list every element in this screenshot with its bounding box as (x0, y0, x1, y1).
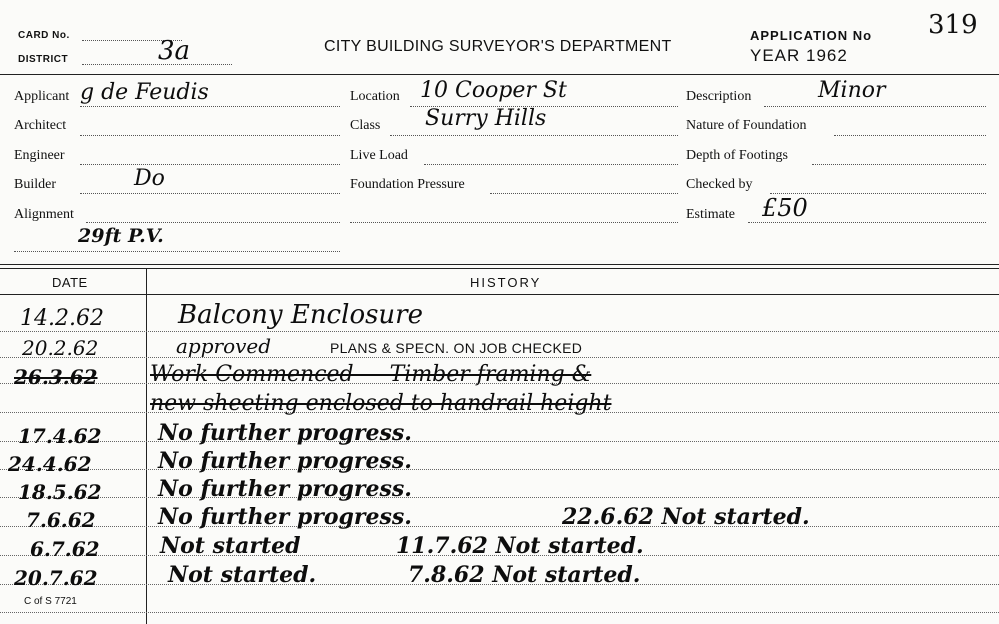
builder-label: Builder (14, 177, 56, 192)
builder-value: Do (134, 166, 165, 191)
header-row-border (0, 294, 999, 295)
history-date: 7.6.62 (26, 508, 96, 532)
history-entry: approved (176, 334, 272, 358)
history-entry: No further progress. (158, 504, 412, 530)
foundation-pressure-line (490, 193, 678, 194)
form-code: C of S 7721 (24, 596, 77, 607)
description-line (764, 106, 986, 107)
live-load-line (424, 164, 678, 165)
history-date: 17.4.62 (18, 424, 102, 448)
history-date: 18.5.62 (18, 480, 102, 504)
class-value: Surry Hills (425, 106, 547, 131)
history-entry-extra: 11.7.62 Not started. (396, 533, 644, 559)
engineer-label: Engineer (14, 148, 65, 163)
history-column-header: HISTORY (470, 275, 542, 290)
date-column-header: DATE (52, 275, 88, 290)
nature-line (834, 135, 986, 136)
checked-by-label: Checked by (686, 177, 753, 192)
department-title: CITY BUILDING SURVEYOR'S DEPARTMENT (324, 38, 672, 55)
application-number: 319 (928, 10, 978, 40)
history-entry: No further progress. (158, 448, 412, 474)
ruled-line (0, 612, 999, 613)
location-label: Location (350, 89, 400, 104)
history-entry: Balcony Enclosure (178, 300, 423, 330)
nature-of-foundation-label: Nature of Foundation (686, 118, 807, 133)
history-date: 26.3.62 (14, 365, 98, 389)
card-no-label: CARD No. (18, 30, 70, 41)
architect-label: Architect (14, 118, 67, 133)
foundation-pressure-label: Foundation Pressure (350, 177, 465, 192)
builder-line (80, 193, 340, 194)
description-value: Minor (818, 78, 886, 103)
class-line (390, 135, 678, 136)
year-label: YEAR 1962 (750, 46, 848, 65)
ruled-line (0, 526, 999, 527)
live-load-label: Live Load (350, 148, 408, 163)
history-entry: No further progress. (158, 476, 412, 502)
history-entry: new sheeting enclosed to handrail height (150, 391, 612, 416)
blank-line-col2 (350, 222, 678, 223)
history-date: 14.2.62 (20, 306, 104, 331)
ruled-line (0, 441, 999, 442)
class-label: Class (350, 118, 381, 133)
applicant-line (80, 106, 340, 107)
depth-of-footings-label: Depth of Footings (686, 148, 788, 163)
history-entry: Not started (160, 533, 301, 559)
ruled-line (0, 357, 999, 358)
ruled-line (0, 497, 999, 498)
architect-line (80, 135, 340, 136)
applicant-value: g de Feudis (80, 80, 209, 105)
history-entry-extra: 22.6.62 Not started. (562, 504, 810, 530)
history-entry-extra: 7.8.62 Not started. (408, 562, 641, 588)
engineer-line (80, 164, 340, 165)
district-label: DISTRICT (18, 54, 69, 65)
checked-stamp: PLANS & SPECN. ON JOB CHECKED (330, 340, 583, 356)
application-no-label: APPLICATION No (750, 28, 873, 43)
alignment-value: 29ft P.V. (78, 225, 164, 247)
estimate-line (748, 222, 986, 223)
ruled-line (0, 469, 999, 470)
history-entry: No further progress. (158, 420, 412, 446)
history-top-border-2 (0, 268, 999, 269)
history-top-border (0, 264, 999, 265)
history-date: 6.7.62 (30, 537, 100, 561)
history-date: 20.7.62 (14, 566, 98, 590)
district-value: 3a (158, 36, 191, 66)
location-value: 10 Cooper St (420, 78, 567, 103)
history-entry: Not started. (168, 562, 317, 588)
estimate-value: £50 (762, 194, 808, 222)
header-divider (0, 74, 999, 75)
alignment-line (86, 222, 340, 223)
location-line (410, 106, 678, 107)
alignment-line-2 (14, 251, 340, 252)
description-label: Description (686, 89, 752, 104)
date-column-divider (146, 268, 147, 624)
checked-by-line (770, 193, 986, 194)
ruled-line (0, 331, 999, 332)
applicant-label: Applicant (14, 89, 70, 104)
district-line (82, 64, 232, 65)
estimate-label: Estimate (686, 207, 735, 222)
depth-line (812, 164, 986, 165)
alignment-label: Alignment (14, 207, 74, 222)
history-entry: Work Commenced — Timber framing & (150, 362, 592, 387)
history-date: 24.4.62 (8, 452, 92, 476)
history-date: 20.2.62 (22, 336, 99, 360)
